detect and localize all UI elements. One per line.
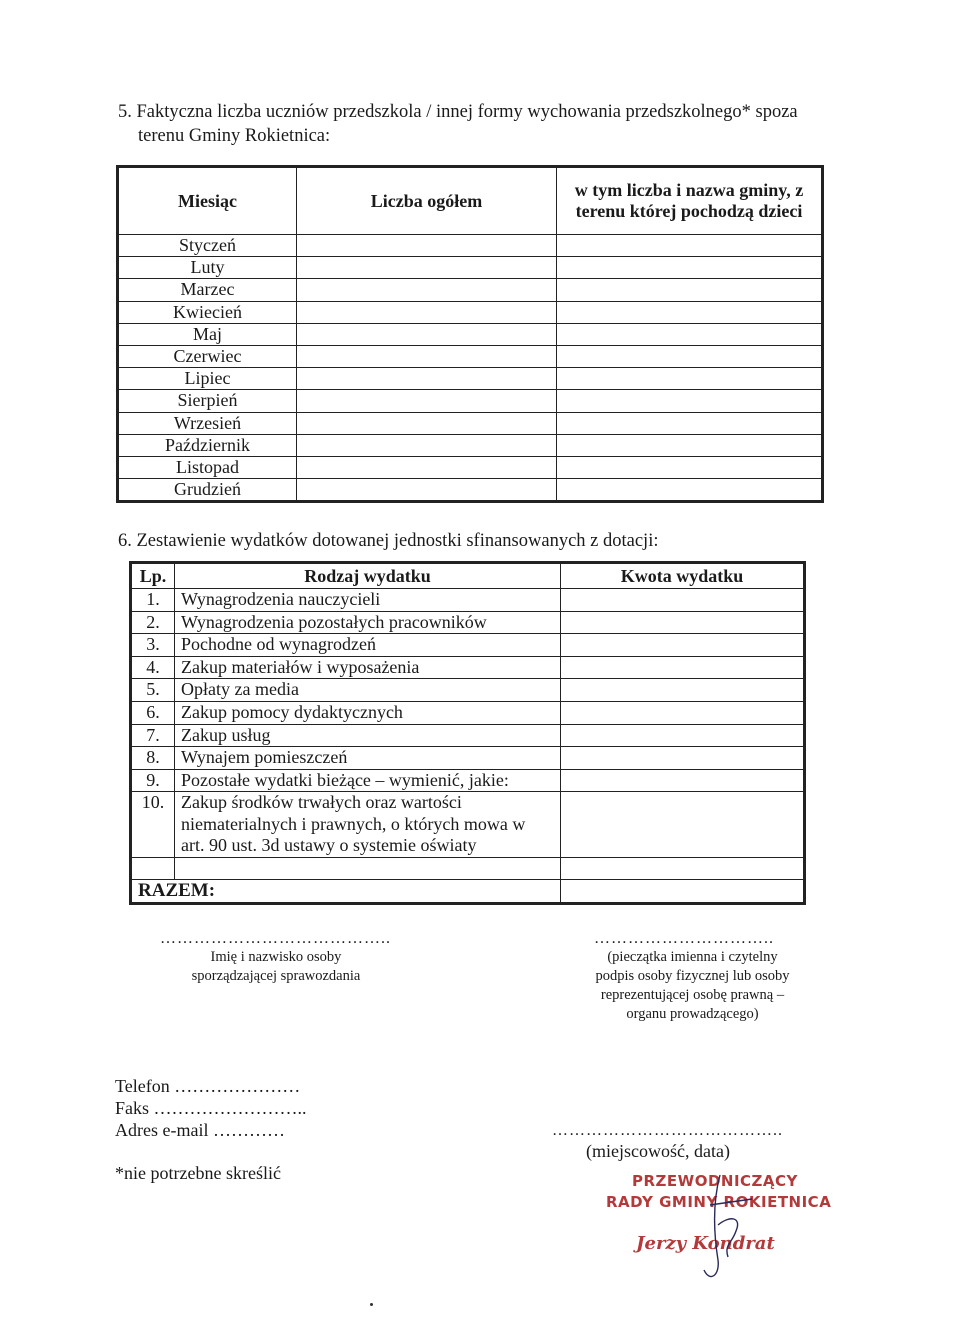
total-cell[interactable] bbox=[297, 235, 557, 257]
section5-title-line1: 5. Faktyczna liczba uczniów przedszkola / innej formy wychowania przedszkolnego* spoza bbox=[118, 102, 798, 122]
row-number: 8. bbox=[132, 747, 175, 770]
table-row bbox=[119, 301, 822, 323]
table-row bbox=[119, 279, 822, 301]
row-number: 2. bbox=[132, 611, 175, 634]
total-row bbox=[132, 880, 804, 903]
header-amount: Kwota wydatku bbox=[561, 564, 804, 589]
months-body bbox=[119, 235, 822, 501]
month-cell: Październik bbox=[119, 434, 297, 456]
table-row bbox=[119, 323, 822, 345]
amount-cell[interactable] bbox=[561, 769, 804, 792]
header-municipality: w tym liczba i nazwa gminy, z terenu której pochodzą dzieci bbox=[557, 168, 822, 235]
expense-type-cell: Pozostałe wydatki bieżące – wymienić, jakie: bbox=[175, 769, 561, 792]
table-header-row bbox=[119, 168, 822, 235]
amount-cell[interactable] bbox=[561, 724, 804, 747]
total-cell[interactable] bbox=[297, 279, 557, 301]
table-row bbox=[132, 634, 804, 657]
row-number: 4. bbox=[132, 656, 175, 679]
table-row bbox=[132, 701, 804, 724]
amount-cell[interactable] bbox=[561, 857, 804, 880]
amount-cell[interactable] bbox=[561, 634, 804, 657]
total-cell[interactable] bbox=[297, 456, 557, 478]
municipality-cell[interactable] bbox=[557, 257, 822, 279]
table-row bbox=[132, 792, 804, 858]
total-label: RAZEM: bbox=[132, 880, 561, 903]
municipality-cell[interactable] bbox=[557, 412, 822, 434]
dot-mark bbox=[370, 1303, 373, 1306]
month-cell: Styczeń bbox=[119, 235, 297, 257]
municipality-cell[interactable] bbox=[557, 390, 822, 412]
amount-cell[interactable] bbox=[561, 701, 804, 724]
table-row bbox=[132, 589, 804, 612]
expense-type-cell: Wynagrodzenia pozostałych pracowników bbox=[175, 611, 561, 634]
left-signature-caption: Imię i nazwisko osoby sporządzającej sprawozdania bbox=[191, 949, 361, 984]
municipality-cell[interactable] bbox=[557, 323, 822, 345]
table-row bbox=[119, 235, 822, 257]
right-signature-dots: ………………………….. bbox=[594, 930, 774, 947]
municipality-cell[interactable] bbox=[557, 479, 822, 501]
month-cell: Czerwiec bbox=[119, 345, 297, 367]
table-header-row bbox=[132, 564, 804, 589]
place-date-dots: ………………………………….. bbox=[552, 1122, 783, 1139]
phone-line: Telefon ………………… bbox=[115, 1076, 301, 1096]
total-cell[interactable] bbox=[297, 434, 557, 456]
header-total: Liczba ogółem bbox=[297, 168, 557, 235]
month-cell: Luty bbox=[119, 257, 297, 279]
table-row bbox=[119, 390, 822, 412]
row-number: 5. bbox=[132, 679, 175, 702]
table-row bbox=[119, 434, 822, 456]
municipality-cell[interactable] bbox=[557, 301, 822, 323]
total-cell[interactable] bbox=[297, 479, 557, 501]
handwritten-signature bbox=[690, 1165, 770, 1295]
table-row bbox=[132, 679, 804, 702]
place-date-label: (miejscowość, data) bbox=[586, 1141, 730, 1161]
table-row bbox=[132, 747, 804, 770]
municipality-cell[interactable] bbox=[557, 235, 822, 257]
month-cell: Wrzesień bbox=[119, 412, 297, 434]
municipality-cell[interactable] bbox=[557, 368, 822, 390]
month-cell: Kwiecień bbox=[119, 301, 297, 323]
expenses-table bbox=[131, 563, 804, 903]
total-cell[interactable] bbox=[297, 257, 557, 279]
email-line: Adres e-mail ………… bbox=[115, 1120, 285, 1140]
expense-type-cell: Zakup usług bbox=[175, 724, 561, 747]
students-by-month-table bbox=[118, 167, 822, 501]
table-row bbox=[119, 479, 822, 501]
section5-title-line2: terenu Gminy Rokietnica: bbox=[138, 126, 331, 146]
row-number: 6. bbox=[132, 701, 175, 724]
header-expense-type: Rodzaj wydatku bbox=[175, 564, 561, 589]
municipality-cell[interactable] bbox=[557, 434, 822, 456]
right-signature-caption: (pieczątka imienna i czytelny podpis osoby fizycznej lub osoby reprezentującej osobę prawną – organu prowadzącego) bbox=[595, 949, 790, 1022]
row-number: 10. bbox=[132, 792, 175, 858]
table-row bbox=[119, 257, 822, 279]
amount-cell[interactable] bbox=[561, 792, 804, 858]
month-cell: Lipiec bbox=[119, 368, 297, 390]
total-cell[interactable] bbox=[297, 412, 557, 434]
row-number bbox=[132, 857, 175, 880]
expense-type-cell: Wynajem pomieszczeń bbox=[175, 747, 561, 770]
month-cell: Grudzień bbox=[119, 479, 297, 501]
table-row bbox=[132, 611, 804, 634]
expense-type-cell: Zakup materiałów i wyposażenia bbox=[175, 656, 561, 679]
section6-title: 6. Zestawienie wydatków dotowanej jednostki sfinansowanych z dotacji: bbox=[118, 531, 659, 551]
expense-type-cell: Pochodne od wynagrodzeń bbox=[175, 634, 561, 657]
municipality-cell[interactable] bbox=[557, 345, 822, 367]
amount-cell[interactable] bbox=[561, 656, 804, 679]
total-amount-cell[interactable] bbox=[561, 880, 804, 903]
total-cell[interactable] bbox=[297, 323, 557, 345]
expense-type-cell bbox=[175, 857, 561, 880]
table-row bbox=[132, 724, 804, 747]
table-row bbox=[119, 345, 822, 367]
row-number: 9. bbox=[132, 769, 175, 792]
expenses-body bbox=[132, 589, 804, 903]
amount-cell[interactable] bbox=[561, 679, 804, 702]
row-number: 7. bbox=[132, 724, 175, 747]
amount-cell[interactable] bbox=[561, 589, 804, 612]
table-row bbox=[132, 656, 804, 679]
header-month: Miesiąc bbox=[119, 168, 297, 235]
table-row bbox=[132, 769, 804, 792]
row-number: 3. bbox=[132, 634, 175, 657]
total-cell[interactable] bbox=[297, 345, 557, 367]
municipality-cell[interactable] bbox=[557, 456, 822, 478]
total-cell[interactable] bbox=[297, 368, 557, 390]
footnote: *nie potrzebne skreślić bbox=[115, 1163, 281, 1183]
table-row bbox=[119, 412, 822, 434]
total-cell[interactable] bbox=[297, 390, 557, 412]
header-lp: Lp. bbox=[132, 564, 175, 589]
expense-type-cell: Zakup środków trwałych oraz wartości niematerialnych i prawnych, o których mowa w art. 90 ust. 3d ustawy o systemie oświaty bbox=[175, 792, 561, 858]
stamp-line1: PRZEWODNICZĄCY bbox=[632, 1172, 798, 1190]
row-number: 1. bbox=[132, 589, 175, 612]
month-cell: Maj bbox=[119, 323, 297, 345]
amount-cell[interactable] bbox=[561, 611, 804, 634]
municipality-cell[interactable] bbox=[557, 279, 822, 301]
empty-row bbox=[132, 857, 804, 880]
month-cell: Listopad bbox=[119, 456, 297, 478]
amount-cell[interactable] bbox=[561, 747, 804, 770]
total-cell[interactable] bbox=[297, 301, 557, 323]
expense-type-cell: Zakup pomocy dydaktycznych bbox=[175, 701, 561, 724]
month-cell: Marzec bbox=[119, 279, 297, 301]
left-signature-dots: ………………………………….. bbox=[160, 930, 391, 947]
table-row bbox=[119, 456, 822, 478]
table-row bbox=[119, 368, 822, 390]
expense-type-cell: Wynagrodzenia nauczycieli bbox=[175, 589, 561, 612]
expense-type-cell: Opłaty za media bbox=[175, 679, 561, 702]
fax-line: Faks …………………….. bbox=[115, 1098, 307, 1118]
month-cell: Sierpień bbox=[119, 390, 297, 412]
stamp-line2: RADY GMINY ROKIETNICA bbox=[606, 1193, 832, 1211]
stamp-name: Jerzy Kondrat bbox=[636, 1233, 775, 1254]
